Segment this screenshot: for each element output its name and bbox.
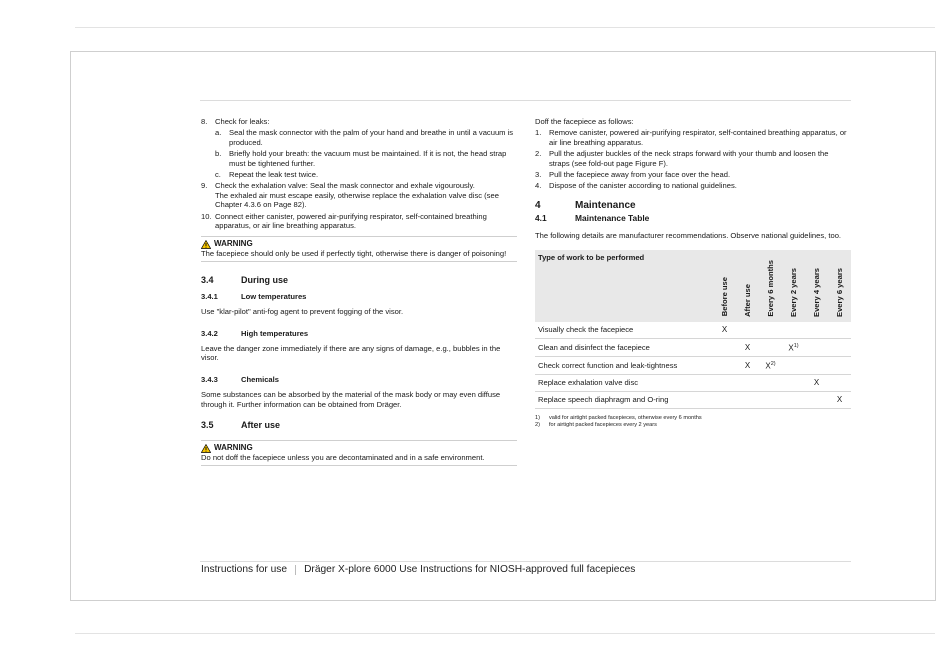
table-footnotes xyxy=(535,415,851,429)
section-3-5-heading: 3.5 After use xyxy=(201,419,281,430)
table-cell xyxy=(828,357,851,375)
table-cell xyxy=(759,392,782,409)
table-cell xyxy=(736,322,759,339)
footer-title: Dräger X-plore 6000 Use Instructions for NIOSH-approved full facepieces xyxy=(304,564,636,575)
table-header-col: Every 6 years xyxy=(828,250,851,322)
doff-step: 4. Dispose of the canister according to national guidelines. xyxy=(535,181,737,191)
step-8: 8. Check for leaks: a. Seal the mask connector with the palm of your hand and breathe in until a vacuum is produced. b. Briefly hold your breath: the vacuum must be maintained. If it is not, the head strap must be tightened further. c. Repeat the leak test twice. xyxy=(201,117,517,179)
table-row-label: Replace exhalation valve disc xyxy=(535,375,713,392)
step-9: 9. Check the exhalation valve: Seal the mask connector and exhale vigourously. The exhaled air must escape easily, otherwise replace the exhalation valve disc (see Chapter 4.3.6 on Page 82). xyxy=(201,181,499,210)
table-cell xyxy=(759,322,782,339)
table-cell xyxy=(759,375,782,392)
footnote: 2) for airtight packed facepieces every 2 years xyxy=(535,422,657,429)
table-cell: $X^{2)}$ xyxy=(759,357,782,375)
table-cell xyxy=(759,339,782,357)
doff-intro: Doff the facepiece as follows: xyxy=(535,117,634,126)
table-body xyxy=(535,322,851,409)
table-header-col: Every 2 years xyxy=(782,250,805,322)
warning-text: Do not doff the facepiece unless you are decontaminated and in a safe environment. xyxy=(201,452,485,462)
table-cell xyxy=(736,392,759,409)
table-header-col: Every 4 years xyxy=(805,250,828,322)
table-cell xyxy=(805,392,828,409)
table-row xyxy=(535,322,851,339)
section-3-4-2-heading: 3.4.2 High temperatures xyxy=(201,328,309,338)
page-bottom-rule xyxy=(200,561,851,562)
section-4-1-heading: 4.1 Maintenance Table xyxy=(535,213,650,224)
table-header-first: Type of work to be performed xyxy=(535,250,713,322)
step-10: 10. Connect either canister, powered air-purifying respirator, self-contained breathing apparatus, or air line breathing apparatus. xyxy=(201,211,487,231)
table-row-label: Replace speech diaphragm and O-ring xyxy=(535,392,713,409)
table-cell xyxy=(828,375,851,392)
table-row xyxy=(535,339,851,357)
table-cell xyxy=(713,339,736,357)
table-cell xyxy=(713,357,736,375)
section-4-1-text: The following details are manufacturer recommendations. Observe national guidelines, too. xyxy=(535,230,842,240)
left-column xyxy=(201,117,517,466)
section-3-4-1-text: Use "klar-pilot" anti-fog agent to prevent fogging of the visor. xyxy=(201,307,404,317)
table-header-col: After use xyxy=(736,250,759,322)
doff-step: 3. Pull the facepiece away from your face over the head. xyxy=(535,170,731,180)
table-cell: X xyxy=(828,392,851,409)
table-cell xyxy=(782,357,805,375)
warning-triangle-icon xyxy=(201,444,211,453)
section-3-4-heading: 3.4 During use xyxy=(201,275,289,286)
step-8-subitem: c. Repeat the leak test twice. xyxy=(215,170,319,180)
table-cell: X xyxy=(736,339,759,357)
warning-box-2 xyxy=(201,440,517,466)
step-8-subitem: b. Briefly hold your breath: the vacuum must be maintained. If it is not, the head strap must be tightened further. xyxy=(215,149,507,168)
bottom-divider xyxy=(75,633,935,634)
table-cell xyxy=(713,392,736,409)
section-4-heading: 4 Maintenance xyxy=(535,199,636,211)
table-row xyxy=(535,392,851,409)
section-3-4-2-text: Leave the danger zone immediately if there are any signs of damage, e.g., bubbles in the visor. xyxy=(201,343,501,363)
table-row xyxy=(535,375,851,392)
right-column xyxy=(535,117,851,429)
table-cell: X xyxy=(713,322,736,339)
table-row xyxy=(535,357,851,375)
doff-step: 2. Pull the adjuster buckles of the neck straps forward with your thumb and loosen the straps (see fold-out page Figure F). xyxy=(535,149,829,168)
table-cell xyxy=(782,322,805,339)
table-cell xyxy=(713,375,736,392)
footer-separator xyxy=(295,565,296,575)
table-cell xyxy=(828,339,851,357)
warning-triangle-icon xyxy=(201,240,211,249)
page-footer xyxy=(201,564,635,575)
section-3-4-3-text: Some substances can be absorbed by the material of the mask body or may even diffuse through it. Further information can be obtained from Dräger. xyxy=(201,390,501,409)
table-cell xyxy=(828,322,851,339)
table-cell xyxy=(782,392,805,409)
table-cell xyxy=(782,375,805,392)
footer-left: Instructions for use xyxy=(201,564,288,575)
doff-step: 1. Remove canister, powered air-purifying respirator, self-contained breathing apparatus, or air line breathing apparatus. xyxy=(535,128,847,147)
maintenance-table xyxy=(535,250,851,409)
table-row-label: Visually check the facepiece xyxy=(535,322,713,339)
warning-label: WARNING xyxy=(214,239,253,249)
table-cell xyxy=(736,375,759,392)
table-cell xyxy=(805,339,828,357)
table-cell: $X^{1)}$ xyxy=(782,339,805,357)
table-header-col: Every 6 months xyxy=(759,250,782,322)
section-3-4-1-heading: 3.4.1 Low temperatures xyxy=(201,291,307,301)
top-divider xyxy=(75,27,935,28)
step-8-subitems xyxy=(215,128,517,179)
warning-text: The facepiece should only be used if perfectly tight, otherwise there is danger of poisoning! xyxy=(201,248,507,258)
warning-box-1 xyxy=(201,236,517,262)
table-cell xyxy=(805,322,828,339)
table-row-label: Clean and disinfect the facepiece xyxy=(535,339,713,357)
footnote: 1) valid for airtight packed facepieces, otherwise every 6 months xyxy=(535,415,702,422)
section-3-4-3-heading: 3.4.3 Chemicals xyxy=(201,374,279,384)
table-cell: X xyxy=(736,357,759,375)
table-row-label: Check correct function and leak-tightness xyxy=(535,357,713,375)
step-8-subitem: a. Seal the mask connector with the palm of your hand and breathe in until a vacuum is produced. xyxy=(215,128,514,147)
table-cell: X xyxy=(805,375,828,392)
doff-steps-list xyxy=(535,128,851,190)
table-cell xyxy=(805,357,828,375)
page-top-rule xyxy=(200,100,851,101)
table-header-row xyxy=(535,250,851,322)
table-header-col: Before use xyxy=(713,250,736,322)
warning-label: WARNING xyxy=(214,443,253,453)
